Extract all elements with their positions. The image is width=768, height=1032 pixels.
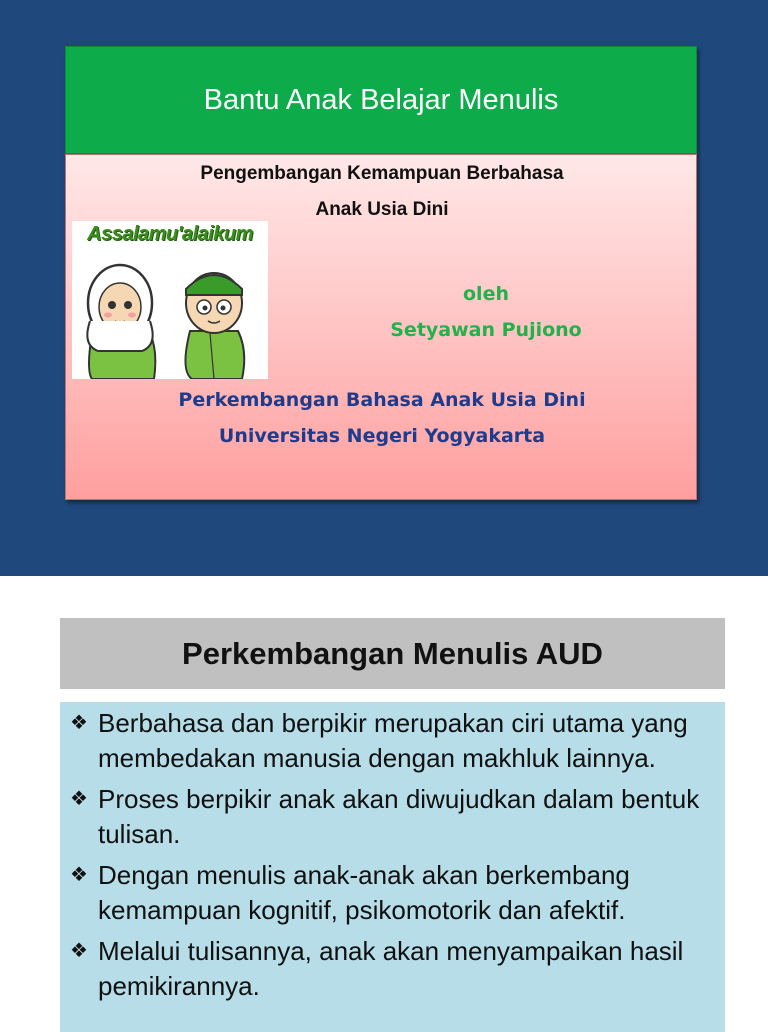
content-body <box>60 702 725 1032</box>
author-by: oleh <box>463 283 509 305</box>
bullet-text: Melalui tulisannya, anak akan menyampaikan hasil pemikirannya. <box>98 936 684 1001</box>
subtitle-line-1: Pengembangan Kemampuan Berbahasa <box>200 163 564 184</box>
list-item <box>70 858 716 928</box>
diamond-bullet-icon: ❖ <box>70 712 88 734</box>
diamond-bullet-icon: ❖ <box>70 788 88 810</box>
diamond-bullet-icon: ❖ <box>70 940 88 962</box>
content-slide-title: Perkembangan Menulis AUD <box>182 635 603 671</box>
course-name: Perkembangan Bahasa Anak Usia Dini <box>178 389 586 411</box>
greeting-caption: Assalamu'alaikum <box>87 223 253 245</box>
bullet-text: Dengan menulis anak-anak akan berkembang kemampuan kognitif, psikomotorik dan afektif. <box>98 860 630 925</box>
diamond-bullet-icon: ❖ <box>70 864 88 886</box>
title-card <box>65 46 697 500</box>
title-header <box>65 46 697 154</box>
content-title-bar <box>60 618 725 689</box>
list-item <box>70 706 716 776</box>
university-name: Universitas Negeri Yogyakarta <box>218 425 546 447</box>
author-name: Setyawan Pujiono <box>390 319 582 341</box>
bullet-list <box>60 702 725 1004</box>
subtitle-line-2: Anak Usia Dini <box>315 199 449 220</box>
list-item <box>70 782 716 852</box>
bullet-text: Proses berpikir anak akan diwujudkan dalam bentuk tulisan. <box>98 784 700 849</box>
list-item <box>70 934 716 1004</box>
slide-title: Bantu Anak Belajar Menulis <box>203 83 559 116</box>
content-slide <box>0 576 768 1024</box>
greeting-illustration <box>72 221 268 379</box>
title-card-body <box>65 154 697 500</box>
bullet-text: Berbahasa dan berpikir merupakan ciri utama yang membedakan manusia dengan makhluk lainnya. <box>98 708 688 773</box>
